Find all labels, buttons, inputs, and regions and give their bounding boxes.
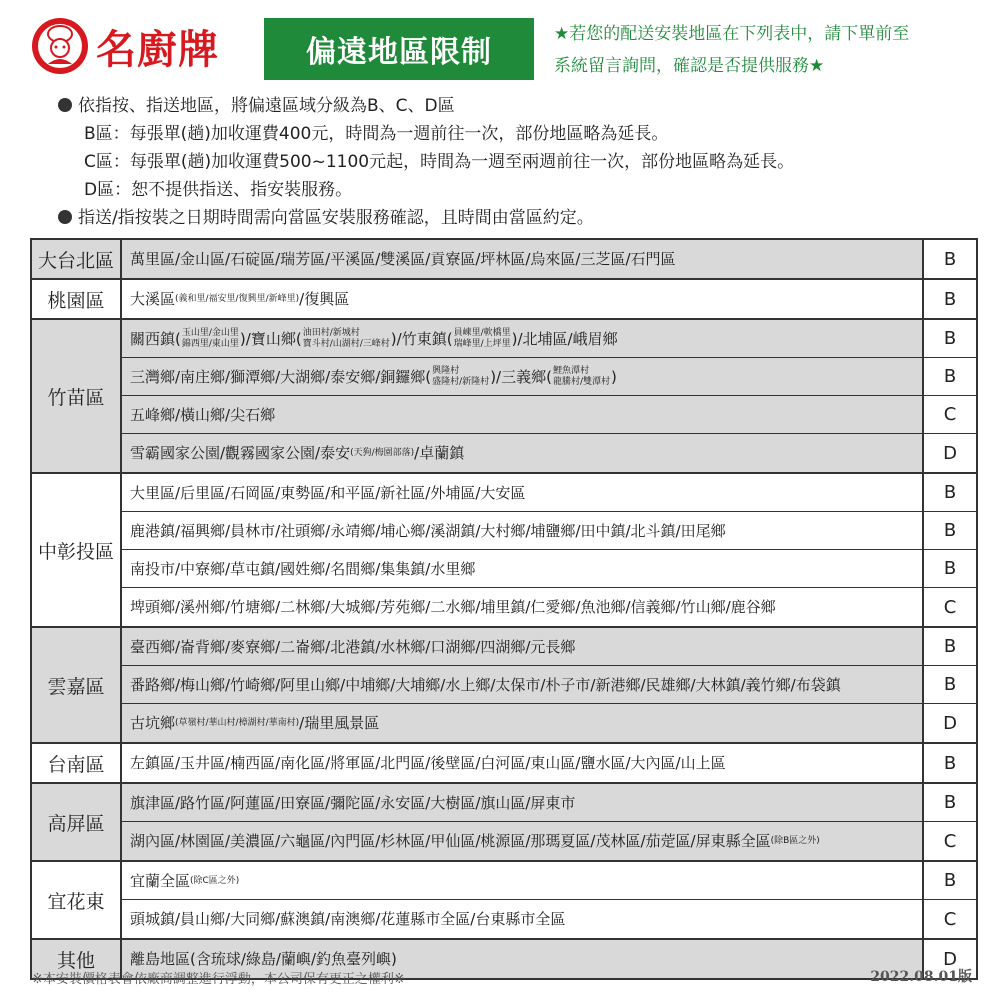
village-stack-line: 盛隆村/新隆村	[432, 376, 490, 387]
intro-bullet-1	[58, 92, 978, 120]
region-group	[32, 628, 976, 744]
page-title-banner: 偏遠地區限制	[264, 18, 534, 80]
table-row	[122, 704, 976, 742]
area-text: 雪霸國家公園/觀霧國家公園/泰安	[130, 444, 351, 462]
area-text: 番路鄉/梅山鄉/竹崎鄉/阿里山鄉/中埔鄉/大埔鄉/水上鄉/太保市/朴子市/新港鄉/民雄鄉/大林鎮/義竹鄉/布袋鎮	[130, 675, 841, 694]
table-row	[122, 280, 976, 318]
notice-line-1: ★若您的配送安裝地區在下列表中，請下單前至	[554, 24, 910, 44]
intro-bullet-2-text: 指送/指按裝之日期時間需向當區安裝服務確認，且時間由當區約定。	[78, 208, 594, 228]
village-stack-line: 瑞峰里/上坪里	[453, 338, 511, 349]
bullet-icon	[58, 98, 72, 112]
region-group	[32, 784, 976, 862]
table-row	[122, 822, 976, 860]
area-list	[122, 704, 922, 742]
area-note: (義和里/福安里/復興里/新峰里)	[175, 294, 300, 304]
village-stack-line: 寶斗村/山湖村/三峰村	[302, 338, 390, 349]
village-stack	[553, 366, 610, 388]
region-group	[32, 474, 976, 628]
region-label: 台南區	[32, 744, 122, 782]
zone-grade: B	[922, 358, 976, 395]
region-group	[32, 280, 976, 320]
area-list	[122, 784, 922, 821]
region-label: 高屏區	[32, 784, 122, 860]
village-stack-line: 興隆村	[432, 365, 460, 376]
region-label: 大台北區	[32, 240, 122, 278]
village-stack	[303, 328, 390, 350]
area-text: /寶山鄉	[245, 329, 296, 348]
zone-grade: B	[922, 666, 976, 703]
area-text: /北埔區/峨眉鄉	[517, 329, 618, 348]
area-list: 關西鎮 ( 玉山里/金山里 錦西里/東山里 ) /寶山鄉 ( 油田村/新城村 寶斗村/山湖村/三峰村 ) /竹東鎮 ( 員崠里/軟橋里 瑞峰里/上坪里 ) /北埔區/峨眉鄉	[122, 320, 922, 357]
area-text: 湖內區/林園區/美濃區/六龜區/內門區/杉林區/甲仙區/桃源區/那瑪夏區/茂林區/茄萣區/屏東縣全區	[130, 832, 771, 850]
area-note: (草嶺村/華山村/樟湖村/華南村)	[175, 718, 300, 728]
zone-grade: C	[922, 396, 976, 433]
area-text: 旗津區/路竹區/阿蓮區/田寮區/彌陀區/永安區/大樹區/旗山區/屏東市	[130, 793, 576, 812]
zone-grade: B	[922, 862, 976, 899]
area-text: /復興區	[299, 290, 350, 308]
notice-line-2: 系統留言詢問，確認是否提供服務★	[554, 56, 825, 76]
bullet-icon	[58, 210, 72, 224]
village-stack	[432, 366, 489, 388]
table-row	[122, 358, 976, 396]
village-stack	[182, 328, 239, 350]
brand-name: 名廚牌	[96, 26, 219, 73]
zone-grade: C	[922, 900, 976, 938]
zone-grade: B	[922, 744, 976, 782]
c-zone-rule: C區：每張單(趟)加收運費500~1100元起，時間為一週至兩週前往一次，部份地區略為延長。	[84, 152, 795, 172]
table-row	[122, 628, 976, 666]
region-label: 宜花東	[32, 862, 122, 938]
version-date: 2022.08.01版	[870, 969, 972, 985]
village-stack-line: 油田村/新城村	[302, 327, 360, 338]
area-list	[122, 666, 922, 703]
region-group	[32, 240, 976, 280]
table-row	[122, 434, 976, 472]
area-text: 離島地區(含琉球/綠島/蘭嶼/釣魚臺列嶼)	[130, 950, 397, 968]
region-label: 桃園區	[32, 280, 122, 318]
zone-grade: B	[922, 628, 976, 665]
disclaimer: ※本安裝價格表會依廠商調整進行浮動，本公司保有更正之權利※	[32, 972, 405, 987]
area-text: 古坑鄉	[130, 714, 176, 732]
area-list	[122, 628, 922, 665]
zone-grade: B	[922, 320, 976, 357]
area-text: 埤頭鄉/溪州鄉/竹塘鄉/二林鄉/大城鄉/芳苑鄉/二水鄉/埔里鎮/仁愛鄉/魚池鄉/信義鄉/竹山鄉/鹿谷鄉	[130, 598, 776, 616]
table-row	[122, 588, 976, 626]
area-text: /三義鄉	[496, 367, 547, 386]
village-stack-line: 員崠里/軟橋里	[453, 327, 511, 338]
area-text: /竹東鎮	[396, 329, 447, 348]
village-stack-line: 鯉魚潭村	[552, 365, 589, 376]
table-row	[122, 396, 976, 434]
village-stack	[454, 328, 511, 350]
area-list	[122, 550, 922, 587]
area-list	[122, 434, 922, 472]
area-list	[122, 744, 922, 782]
chef-emblem-icon	[30, 16, 90, 76]
table-row	[122, 900, 976, 938]
d-zone-rule: D區：恕不提供指送、指安裝服務。	[84, 180, 353, 200]
area-text: 左鎮區/玉井區/楠西區/南化區/將軍區/北門區/後壁區/白河區/東山區/鹽水區/大內區/山上區	[130, 754, 726, 772]
area-text: 南投市/中寮鄉/草屯鎮/國姓鄉/名間鄉/集集鎮/水里鄉	[130, 559, 476, 578]
area-text: 宜蘭全區	[130, 871, 191, 890]
area-text: /卓蘭鎮	[414, 444, 465, 462]
zone-grade: D	[922, 704, 976, 742]
area-list	[122, 512, 922, 549]
zone-grade: B	[922, 550, 976, 587]
village-stack-line: 龍騰村/雙潭村	[552, 376, 611, 387]
zone-grade: D	[922, 434, 976, 472]
village-stack-line: 玉山里/金山里	[181, 327, 239, 338]
area-text: 臺西鄉/崙背鄉/麥寮鄉/二崙鄉/北港鎮/水林鄉/口湖鄉/四湖鄉/元長鄉	[130, 637, 576, 656]
area-text: 關西鎮	[130, 329, 176, 348]
area-text: 五峰鄉/橫山鄉/尖石鄉	[130, 405, 276, 424]
area-text: 萬里區/金山區/石碇區/瑞芳區/平溪區/雙溪區/貢寮區/坪林區/烏來區/三芝區/石門區	[130, 250, 676, 268]
area-list	[122, 240, 922, 278]
area-text: 大里區/后里區/石岡區/東勢區/和平區/新社區/外埔區/大安區	[130, 483, 526, 502]
area-list	[122, 474, 922, 511]
zone-grade: D	[922, 940, 976, 978]
table-row	[122, 550, 976, 588]
zone-grade: C	[922, 588, 976, 626]
table-row	[122, 512, 976, 550]
area-note: (天狗/梅園部落)	[350, 448, 415, 458]
intro-section	[58, 92, 978, 232]
region-group	[32, 320, 976, 474]
intro-bullet-1-text: 依指按、指送地區，將偏遠區域分級為B、C、D區	[78, 96, 455, 116]
area-list	[122, 862, 922, 899]
zone-grade: B	[922, 280, 976, 318]
table-row	[122, 784, 976, 822]
area-list	[122, 396, 922, 433]
area-note: (除C區之外)	[190, 875, 240, 886]
table-row	[122, 862, 976, 900]
area-text: 頭城鎮/員山鄉/大同鄉/蘇澳鎮/南澳鄉/花蓮縣市全區/台東縣市全區	[130, 910, 566, 928]
area-note: (除B區之外)	[770, 836, 820, 846]
region-group	[32, 744, 976, 784]
region-group	[32, 862, 976, 940]
brand-logo	[30, 16, 260, 76]
table-row	[122, 240, 976, 278]
area-text: 鹿港鎮/福興鄉/員林市/社頭鄉/永靖鄉/埔心鄉/溪湖鎮/大村鄉/埔鹽鄉/田中鎮/北斗鎮/田尾鄉	[130, 521, 726, 540]
region-label: 中彰投區	[32, 474, 122, 626]
region-label: 竹苗區	[32, 320, 122, 472]
notice-text	[554, 18, 994, 82]
region-label: 雲嘉區	[32, 628, 122, 742]
area-list	[122, 588, 922, 626]
table-row	[122, 666, 976, 704]
zone-grade: B	[922, 240, 976, 278]
zone-grade: B	[922, 784, 976, 821]
region-label: 其他	[32, 940, 122, 978]
village-stack-line: 錦西里/東山里	[181, 338, 239, 349]
intro-bullet-2	[58, 204, 978, 232]
area-text: /瑞里風景區	[299, 714, 380, 732]
table-row	[122, 474, 976, 512]
zone-grade: B	[922, 512, 976, 549]
remote-area-table	[30, 238, 978, 980]
area-list: 三灣鄉/南庄鄉/獅潭鄉/大湖鄉/泰安鄉/銅鑼鄉 ( 興隆村 盛隆村/新隆村 ) /三義鄉 ( 鯉魚潭村 龍騰村/雙潭村 )	[122, 358, 922, 395]
area-list	[122, 900, 922, 938]
area-text: 大溪區	[130, 290, 176, 308]
area-text: 三灣鄉/南庄鄉/獅潭鄉/大湖鄉/泰安鄉/銅鑼鄉	[130, 367, 426, 386]
area-list	[122, 822, 922, 860]
zone-grade: C	[922, 822, 976, 860]
table-row	[122, 320, 976, 358]
zone-grade: B	[922, 474, 976, 511]
b-zone-rule: B區：每張單(趟)加收運費400元，時間為一週前往一次，部份地區略為延長。	[84, 124, 669, 144]
area-list	[122, 280, 922, 318]
table-row	[122, 744, 976, 782]
